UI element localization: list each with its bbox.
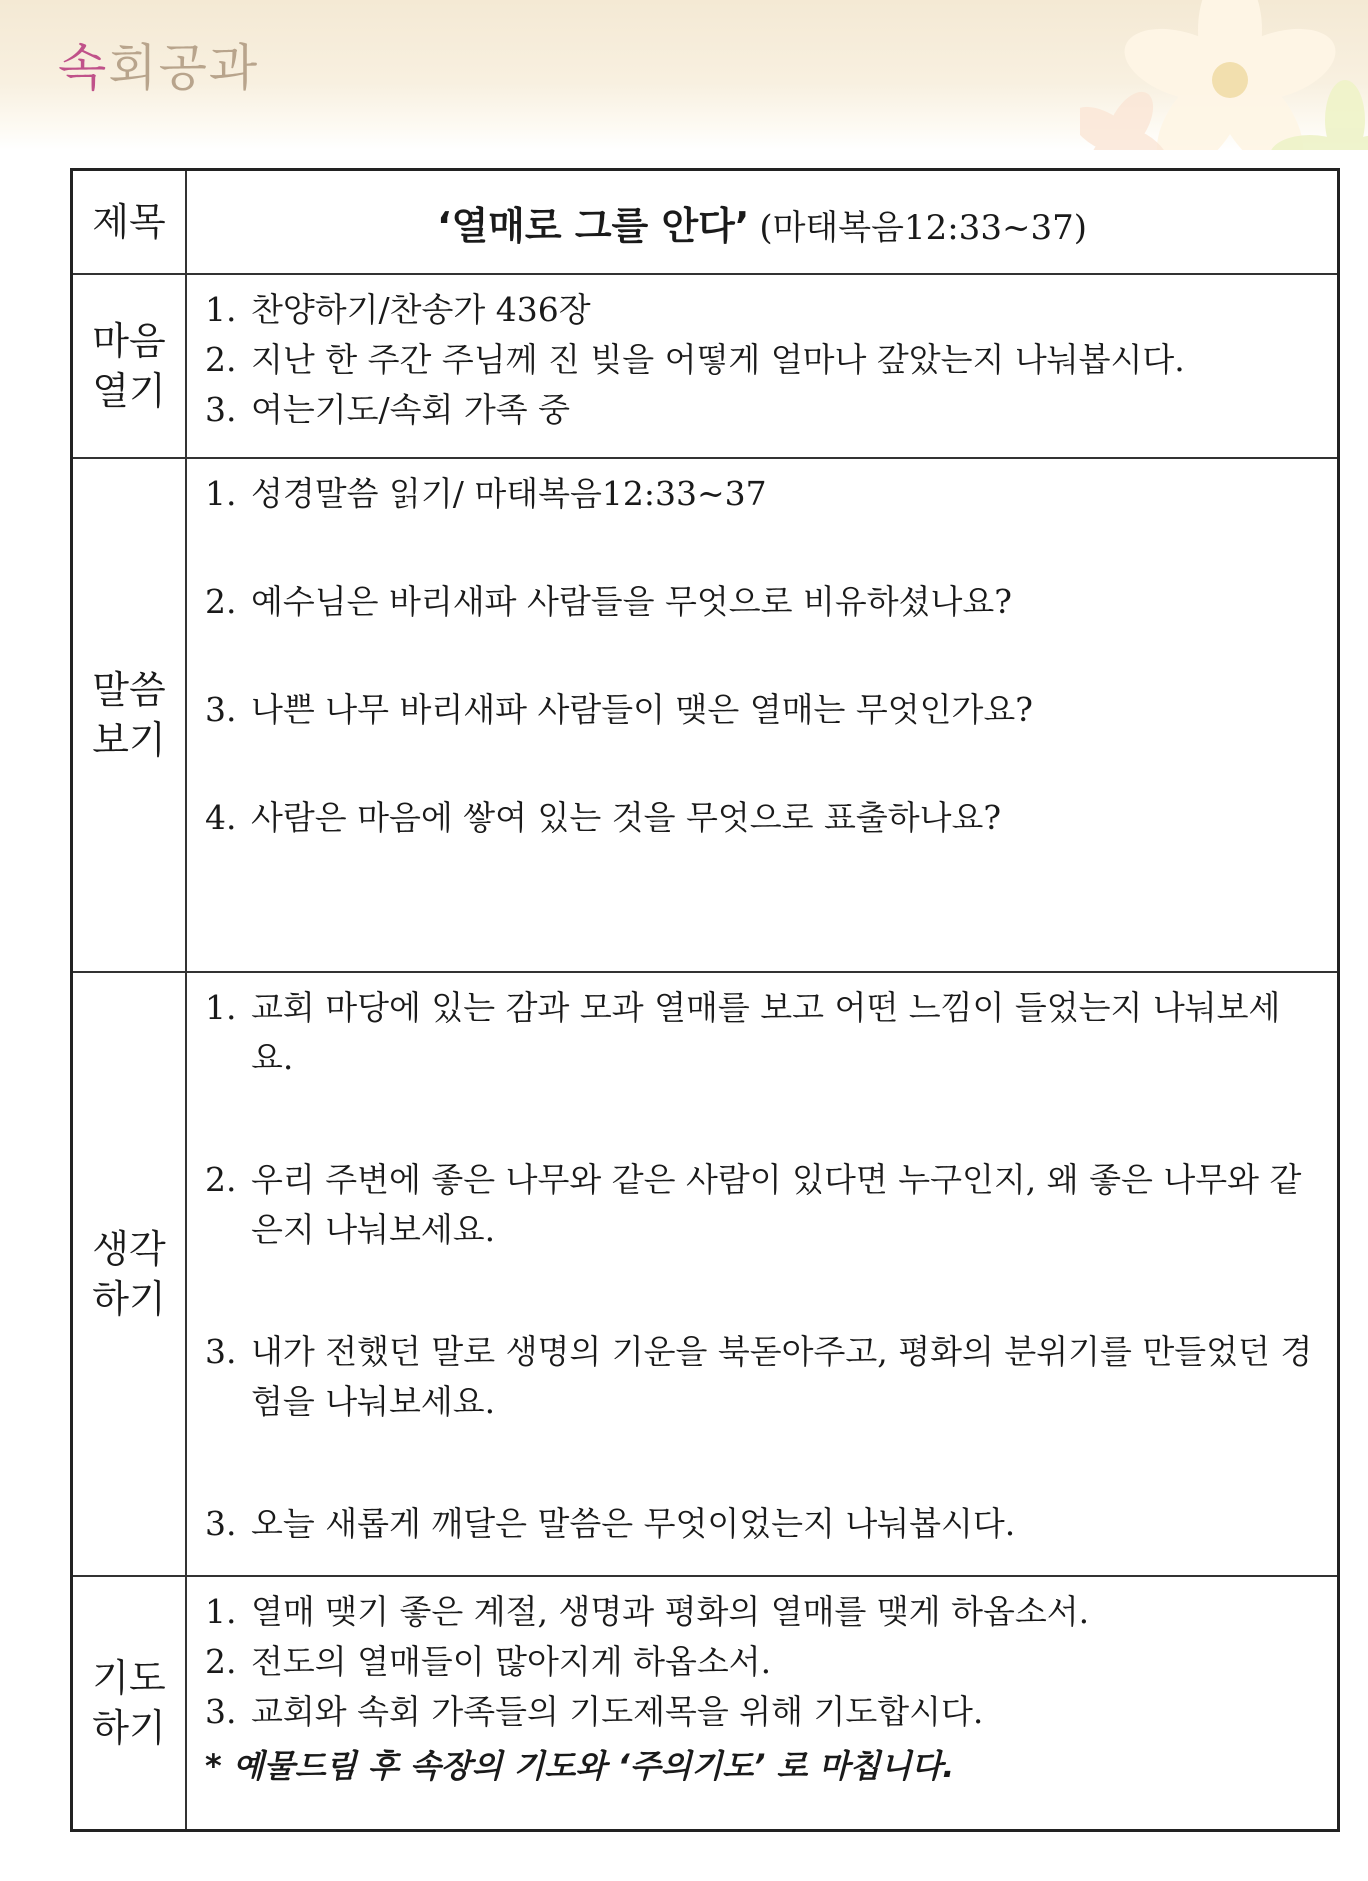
list-item: 4. 사람은 마음에 쌓여 있는 것을 무엇으로 표출하나요?	[205, 798, 1002, 837]
section-content	[186, 458, 1339, 972]
section-label: 생각 하기	[72, 972, 187, 1576]
list-item: 2. 전도의 열매들이 많아지게 하옵소서.	[205, 1642, 772, 1681]
section-reflect	[72, 972, 1339, 1576]
lesson-title: ‘열매로 그를 안다’	[437, 203, 750, 248]
scripture-reference: (마태복음12:33~37)	[759, 207, 1087, 248]
brand-title	[58, 28, 259, 100]
section-content	[186, 972, 1339, 1576]
section-prayer	[72, 1576, 1339, 1831]
section-label: 마음 열기	[72, 274, 187, 458]
list-item: 1. 성경말씀 읽기/ 마태복음12:33~37	[205, 474, 767, 513]
list-item: 1. 열매 맺기 좋은 계절, 생명과 평화의 열매를 맺게 하옵소서.	[205, 1592, 1090, 1631]
brand-accent: 속	[58, 39, 109, 97]
list-item: 2. 예수님은 바리새파 사람들을 무엇으로 비유하셨나요?	[205, 582, 1012, 621]
list-item: 3. 교회와 속회 가족들의 기도제목을 위해 기도합시다.	[205, 1692, 984, 1731]
title-label: 제목	[72, 170, 187, 275]
section-read-word	[72, 458, 1339, 972]
list-item: 3. 나쁜 나무 바리새파 사람들이 맺은 열매는 무엇인가요?	[205, 690, 1033, 729]
list-item: 3. 여는기도/속회 가족 중	[205, 390, 570, 429]
lesson-table	[70, 168, 1340, 1832]
title-row	[72, 170, 1339, 275]
section-content	[186, 1576, 1339, 1831]
closing-note: * 예물드림 후 속장의 기도와 ‘주의기도’ 로 마칩니다.	[205, 1747, 955, 1785]
list-item: 2. 지난 한 주간 주님께 진 빚을 어떻게 얼마나 갚았는지 나눠봅시다.	[205, 340, 1185, 379]
item-list	[205, 983, 1319, 1549]
section-open-heart	[72, 274, 1339, 458]
item-list	[205, 1587, 1319, 1737]
flower-decoration-icon	[1080, 0, 1368, 150]
list-item: 2. 우리 주변에 좋은 나무와 같은 사람이 있다면 누구인지, 왜 좋은 나무와 같은지 나눠보세요.	[205, 1160, 1302, 1249]
item-list	[205, 469, 1319, 843]
list-item: 1. 교회 마당에 있는 감과 모과 열매를 보고 어떤 느낌이 들었는지 나눠보세요.	[205, 988, 1281, 1077]
header-banner	[0, 0, 1368, 150]
section-label: 말씀 보기	[72, 458, 187, 972]
item-list	[205, 285, 1319, 435]
brand-rest: 회공과	[108, 39, 260, 97]
lesson-title-cell	[186, 170, 1339, 275]
list-item: 3. 오늘 새롭게 깨달은 말씀은 무엇이었는지 나눠봅시다.	[205, 1504, 1016, 1543]
list-item: 1. 찬양하기/찬송가 436장	[205, 290, 591, 329]
section-label: 기도 하기	[72, 1576, 187, 1831]
section-content	[186, 274, 1339, 458]
list-item: 3. 내가 전했던 말로 생명의 기운을 북돋아주고, 평화의 분위기를 만들었던 경험을 나눠보세요.	[205, 1332, 1313, 1421]
